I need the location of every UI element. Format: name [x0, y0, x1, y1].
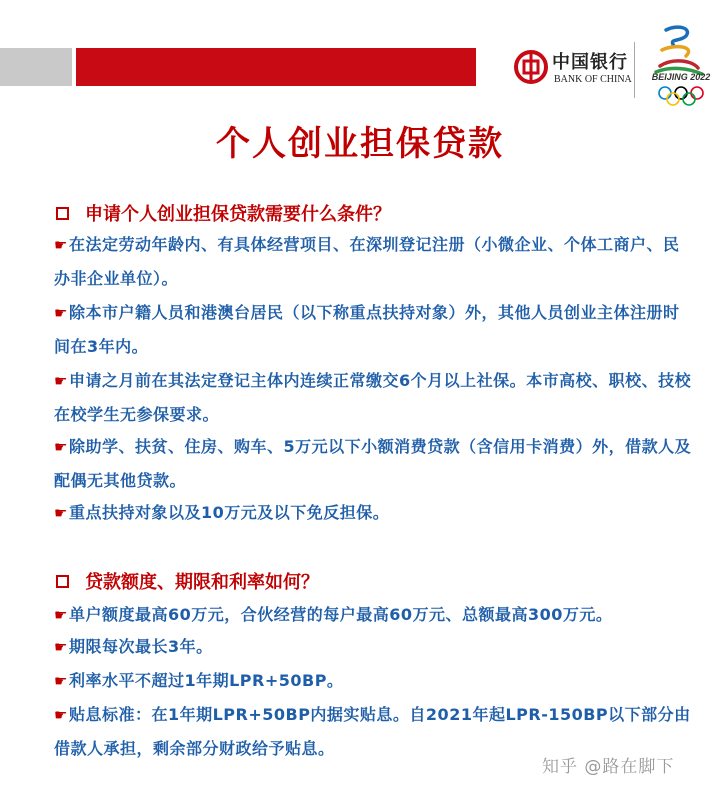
- zhihu-watermark: 知乎 @路在脚下: [542, 757, 675, 777]
- section-2-heading: [54, 568, 319, 594]
- page-title: 个人创业担保贷款: [216, 124, 504, 164]
- header-gray-bar: [0, 48, 72, 86]
- pointing-hand-icon: ☛: [54, 504, 68, 522]
- section-1-item-3: ☛申请之月前在其法定登记主体内连续正常缴交6个月以上社保。本市高校、职校、技校在校学生无参保要求。: [54, 371, 692, 424]
- section-1-item-5: ☛重点扶持对象以及10万元及以下免反担保。: [54, 503, 390, 522]
- section-2-item-4: ☛贴息标准：在1年期LPR+50BP内据实贴息。自2021年起LPR-150BP以下部分由借款人承担，剩余部分财政给予贴息。: [54, 705, 691, 758]
- section-2-item-1: ☛单户额度最高60万元，合伙经营的每户最高60万元、总额最高300万元。: [54, 605, 613, 624]
- section-1-heading-text: 申请个人创业担保贷款需要什么条件？: [85, 204, 391, 225]
- olympic-rings-icon: [656, 86, 706, 106]
- checkbox-square-icon: [56, 207, 69, 220]
- checkbox-square-icon: [56, 575, 69, 588]
- section-1-item-1: ☛在法定劳动年龄内、有具体经营项目、在深圳登记注册（小微企业、个体工商户、民办非企业单位）。: [54, 235, 680, 288]
- header-red-bar: [76, 48, 476, 86]
- section-2-heading-text: 贷款额度、期限和利率如何？: [85, 572, 319, 593]
- pointing-hand-icon: ☛: [54, 438, 68, 456]
- section-2-item-2: ☛期限每次最长3年。: [54, 637, 213, 656]
- pointing-hand-icon: ☛: [54, 706, 68, 724]
- section-1-item-4: ☛除助学、扶贫、住房、购车、5万元以下小额消费贷款（含信用卡消费）外，借款人及配偶无其他贷款。: [54, 437, 692, 490]
- bank-of-china-mark-icon: [514, 50, 548, 84]
- section-1-item-2: ☛除本市户籍人员和港澳台居民（以下称重点扶持对象）外，其他人员创业主体注册时间在3年内。: [54, 303, 680, 356]
- bank-of-china-logo: [514, 46, 632, 92]
- section-1-heading: [54, 200, 391, 226]
- pointing-hand-icon: ☛: [54, 304, 68, 322]
- pointing-hand-icon: ☛: [54, 638, 68, 656]
- pointing-hand-icon: ☛: [54, 606, 68, 624]
- logo-divider: [634, 42, 635, 98]
- pointing-hand-icon: ☛: [54, 372, 68, 390]
- section-2-item-3: ☛利率水平不超过1年期LPR+50BP。: [54, 671, 344, 690]
- beijing-2022-text: BEIJING 2022: [651, 72, 711, 82]
- pointing-hand-icon: ☛: [54, 672, 68, 690]
- bank-of-china-cn: 中国银行: [552, 52, 628, 73]
- pointing-hand-icon: ☛: [54, 236, 68, 254]
- bank-of-china-en: BANK OF CHINA: [554, 74, 632, 85]
